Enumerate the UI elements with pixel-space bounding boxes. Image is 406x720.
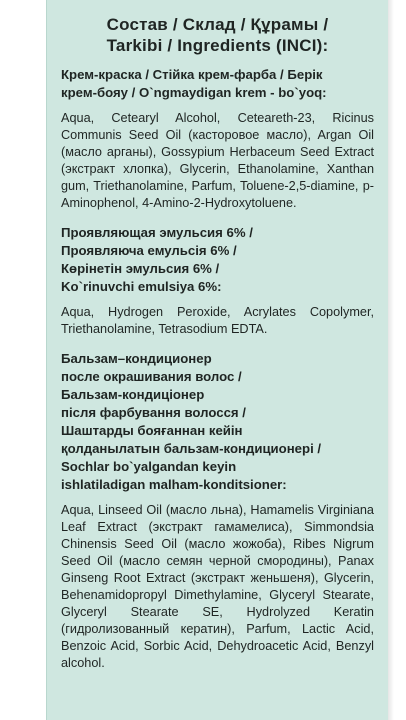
section-ingredients-text: Aqua, Hydrogen Peroxide, Acrylates Copolymer, Triethanolamine, Tetrasodium EDTA.	[61, 305, 374, 336]
section-balm-conditioner	[61, 350, 374, 672]
section-heading-line: після фарбування волосся /	[61, 405, 246, 420]
ingredients-panel	[46, 0, 388, 720]
section-dye-cream	[61, 66, 374, 212]
section-heading-line: Проявляющая эмульсия 6% /	[61, 225, 253, 240]
section-heading-line: Sochlar bo`yalgandan keyin	[61, 459, 237, 474]
title-line-2: Tarkibi / Ingredients (INCI):	[106, 36, 329, 55]
section-heading-line: Бальзам–кондиционер	[61, 351, 212, 366]
section-developer	[61, 224, 374, 338]
section-heading-line: ishlatiladigan malham-konditsioner:	[61, 477, 287, 492]
title-line-1: Состав / Склад / Құрамы /	[106, 15, 329, 34]
section-heading-line: Ko`rinuvchi emulsiya 6%:	[61, 279, 222, 294]
section-ingredients-text: Aqua, Linseed Oil (масло льна), Hamamelis Virginiana Leaf Extract (экстракт гамамелиса), Simmondsia Chinensis Seed Oil (масло жожоба), Ribes Nigrum Seed Oil (масло семян черной смородины), Panax Ginseng Root Extract (экстракт женьшеня), Glycerin, Behenamidopropyl Dimethylamine, Glyceryl Stearate, Glyceryl Stearate SE, Hydrolyzed Keratin (гидролизованный кератин), Parfum, Lactic Acid, Benzoic Acid, Sorbic Acid, Dehydroacetic Acid, Benzyl alcohol.	[61, 503, 374, 670]
section-heading-line: крем-бояу / O`ngmaydigan krem - bo`yoq:	[61, 85, 327, 100]
section-heading-line: Крем-краска / Стійка крем-фарба / Берік	[61, 67, 323, 82]
section-heading-line: Шаштарды бояғаннан кейін	[61, 423, 243, 438]
section-heading-line: Бальзам-кондиціонер	[61, 387, 205, 402]
section-heading-line: после окрашивания волос /	[61, 369, 242, 384]
ingredients-title	[61, 14, 374, 56]
section-heading-line: Көрінетін эмульсия 6% /	[61, 261, 220, 276]
section-heading-line: Проявляюча емульсія 6% /	[61, 243, 237, 258]
section-heading-line: қолданылатын бальзам-кондиционері /	[61, 441, 322, 456]
section-ingredients-text: Aqua, Cetearyl Alcohol, Ceteareth-23, Ricinus Communis Seed Oil (касторовое масло), Argan Oil (масло арганы), Gossypium Herbaceum Seed Extract (экстракт хлопка), Glycerin, Ethanolamine, Xanthan gum, Triethanolamine, Parfum, Toluene-2,5-diamine, p-Aminophenol, 4-Amino-2-Hydroxytoluene.	[61, 111, 374, 210]
